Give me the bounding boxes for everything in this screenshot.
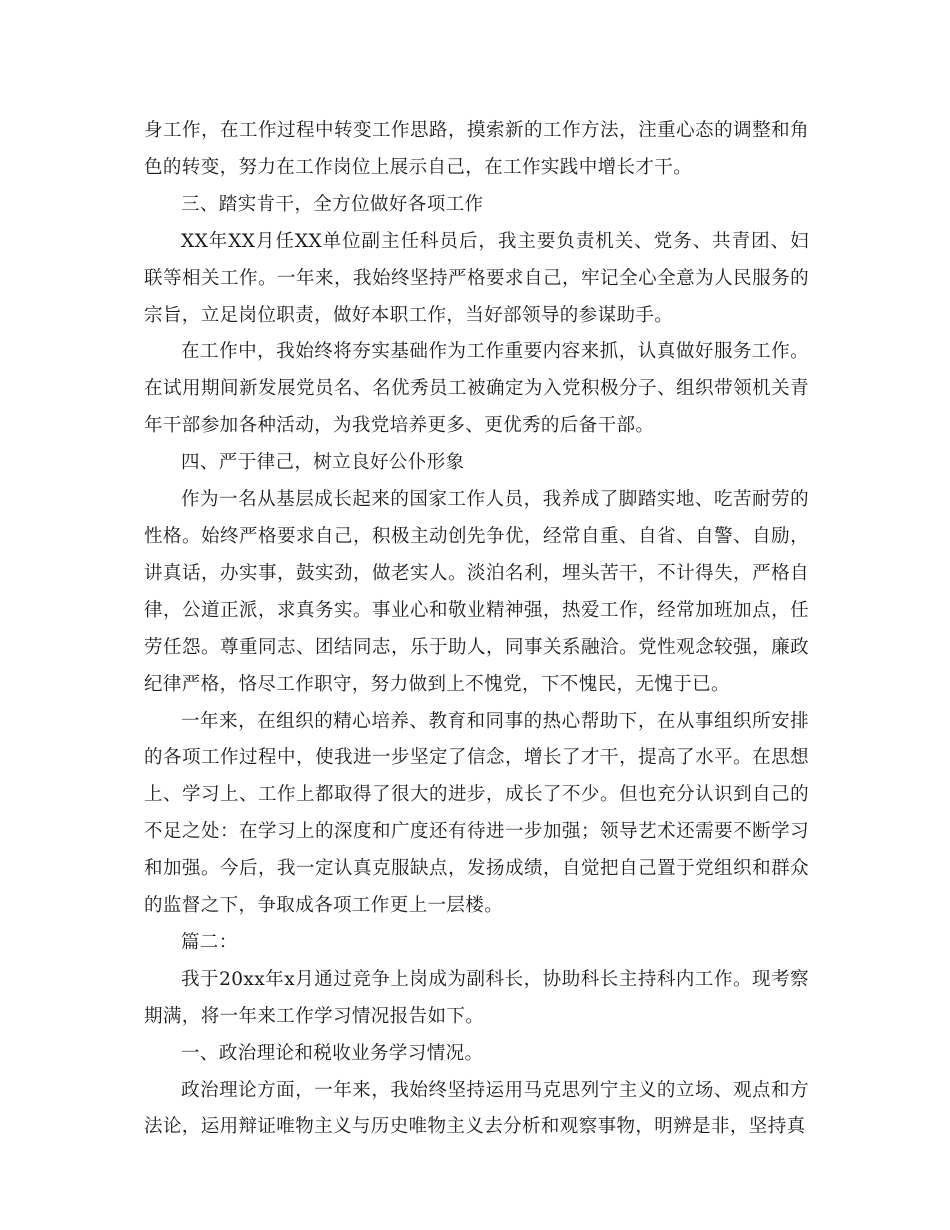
paragraph: 作为一名从基层成长起来的国家工作人员，我养成了脚踏实地、吃苦耐劳的性格。始终严格要求自己，积极主动创先争优，经常自重、自省、自警、自励，讲真话，办实事，鼓实劲，做老实人。淡泊名利，埋头苦干，不计得失，严格自律，公道正派，求真务实。事业心和敬业精神强，热爱工作，经常加班加点，任劳任怨。尊重同志、团结同志，乐于助人，同事关系融洽。党性观念较强，廉政纪律严格，恪尽工作职守，努力做到上不愧党，下不愧民，无愧于已。 [144,489,809,695]
document-body [144,113,809,1146]
paragraph: 在工作中，我始终将夯实基础作为工作重要内容来抓，认真做好服务工作。在试用期间新发展党员名、名优秀员工被确定为入党积极分子、组织带领机关青年干部参加各种活动，为我党培养更多、更优秀的后备干部。 [144,341,809,437]
paragraph: XX年XX月任XX单位副主任科员后，我主要负责机关、党务、共青团、妇联等相关工作。一年来，我始终坚持严格要求自己，牢记全心全意为人民服务的宗旨，立足岗位职责，做好本职工作，当好部领导的参谋助手。 [144,230,809,326]
section-heading-1: 一、政治理论和税收业务学习情况。 [181,1042,484,1064]
paragraph: 政治理论方面，一年来，我始终坚持运用马克思列宁主义的立场、观点和方法论，运用辩证唯物主义与历史唯物主义去分析和观察事物，明辨是非，坚持真 [144,1079,809,1138]
paragraph: 一年来，在组织的精心培养、教育和同事的热心帮助下，在从事组织所安排的各项工作过程中，使我进一步坚定了信念，增长了才干，提高了水平。在思想上、学习上、工作上都取得了很大的进步，成长了不少。但也充分认识到自己的不足之处：在学习上的深度和广度还有待进一步加强；领导艺术还需要不断学习和加强。今后，我一定认真克服缺点，发扬成绩，自觉把自己置于党组织和群众的监督之下，争取成各项工作更上一层楼。 [144,710,809,917]
section-heading-3: 三、踏实肯干，全方位做好各项工作 [181,193,484,215]
part-heading: 篇二： [181,931,238,953]
paragraph: 我于20xx年x月通过竞争上岗成为副科长，协助科长主持科内工作。现考察期满，将一年来工作学习情况报告如下。 [144,968,809,1027]
paragraph-continuation: 身工作，在工作过程中转变工作思路，摸索新的工作方法，注重心态的调整和角色的转变，努力在工作岗位上展示自己，在工作实践中增长才干。 [144,120,809,178]
section-heading-4: 四、严于律己，树立良好公仆形象 [181,452,465,474]
